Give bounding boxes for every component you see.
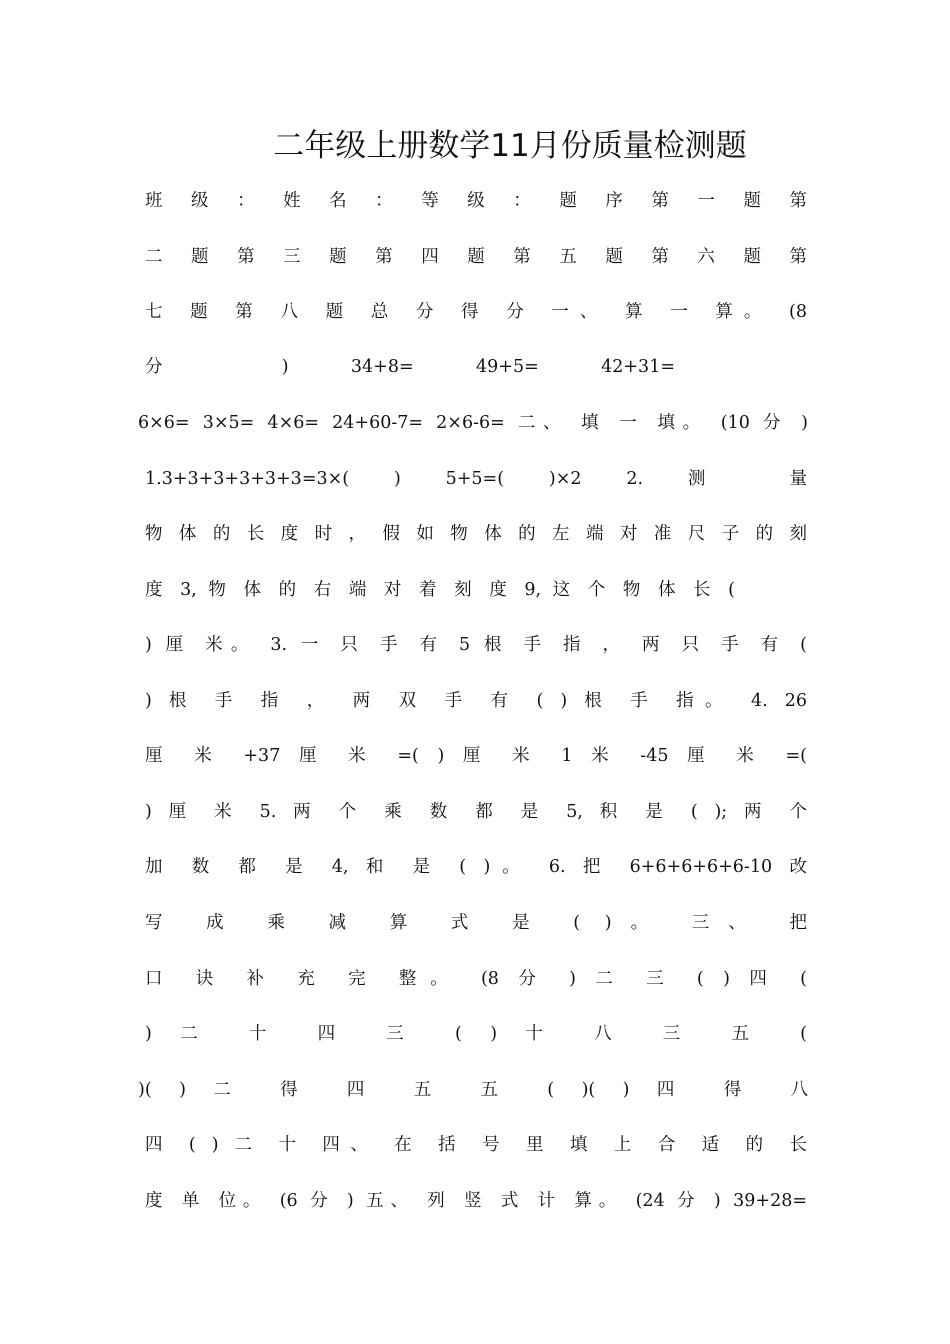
text-line: 度 3, 物 体 的 右 端 对 着 刻 度 9, 这 个 物 体 长 ( — [145, 580, 735, 600]
text-line: )( ) 二 得 四 五 五 ( )( ) 四 得 八 — [138, 1080, 808, 1100]
text-line: 二 题 第 三 题 第 四 题 第 五 题 第 六 题 第 — [145, 247, 807, 267]
text-line: 四 ( ) 二 十 四、 在 括 号 里 填 上 合 适 的 长 — [145, 1135, 807, 1155]
text-line: 厘 米 +37 厘 米 =( ) 厘 米 1 米 -45 厘 米 =( — [145, 746, 807, 766]
text-line: 6×6= 3×5= 4×6= 24+60-7= 2×6-6= 二、 填 一 填。 (10 分 ) — [138, 413, 808, 433]
text-line: 七 题 第 八 题 总 分 得 分 一、 算 一 算。 (8 — [145, 302, 807, 322]
text-line: 度 单 位。 (6 分 ) 五、 列 竖 式 计 算。 (24 分 ) 39+28= — [145, 1191, 807, 1211]
text-line: ) 厘 米 5. 两 个 乘 数 都 是 5, 积 是 ( ); 两 个 — [145, 802, 807, 822]
text-line: 写 成 乘 减 算 式 是 ( )。 三、 把 — [145, 913, 807, 933]
text-line: ) 根 手 指 ， 两 双 手 有 ( ) 根 手 指。 4. 26 — [145, 691, 807, 711]
page-title: 二年级上册数学11月份质量检测题 — [273, 128, 747, 164]
text-line: 加 数 都 是 4, 和 是 ( )。 6. 把 6+6+6+6+6-10 改 — [145, 857, 807, 877]
text-line: 分 ) 34+8= 49+5= 42+31= — [145, 357, 675, 377]
text-line: ) 二 十 四 三 ( ) 十 八 三 五 ( — [145, 1024, 807, 1044]
text-line: 物 体 的 长 度 时 ， 假 如 物 体 的 左 端 对 准 尺 子 的 刻 — [145, 524, 807, 544]
text-line: ) 厘 米。 3. 一 只 手 有 5 根 手 指 ， 两 只 手 有 ( — [145, 635, 807, 655]
text-line: 口 诀 补 充 完 整。 (8 分 ) 二 三 ( ) 四 ( — [145, 969, 807, 989]
text-line: 1.3+3+3+3+3+3=3×( ) 5+5=( )×2 2. 测 量 — [145, 469, 807, 489]
text-line: 班 级 ： 姓 名 ： 等 级 ： 题 序 第 一 题 第 — [145, 191, 807, 211]
